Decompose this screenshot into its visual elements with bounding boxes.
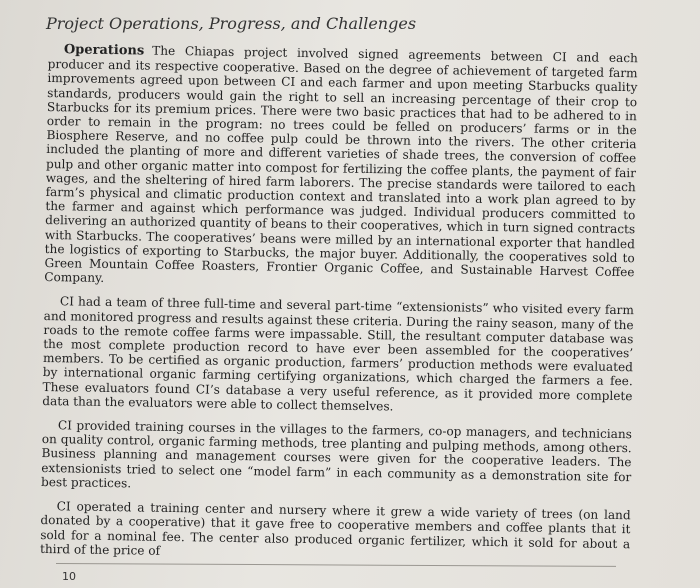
paragraph-training: CI provided training courses in the villages to the farmers, co-op managers, and technicians on quality control, organic farming methods, tree planting and pulping methods, among others. Business planning and management courses were given for the cooperative leaders. The extensionists tried to select one “model farm” in each community as a demonstration site for best practices.	[40, 418, 633, 491]
paragraph-nursery: CI operated a training center and nursery where it grew a wide variety of trees (on land donated by a cooperative) that it gave free to cooperative members and coffee plants that it sold for a nominal fee. The center also produced organic fertilizer, which it sold for about a third of the price of	[39, 499, 631, 558]
paragraph-text: The Chiapas project involved signed agreements between CI and each producer and its respective cooperative. Based on the degree of achievement of targeted farm improvements agreed upon between CI and each farmer and upon meeting Starbucks quality standards, producers would gain the right to sell an increasing percentage of their crop to Starbucks for its premium prices. There were two basic practices that had to be adhered to in order to remain in the program: no trees could be felled on producers’ farms or in the Biosphere Reserve, and no coffee pulp could be thrown into the rivers. The other criteria included the planting of more and different varieties of shade trees, the conversion of coffee pulp and other organic matter into compost for fertilizing the coffee plants, the payment of fair wages, and the sheltering of hired farm laborers. The precise standards were tailored to each farm’s physical and climatic production context and translated into a work plan agreed to by the farmer and against which performance was judged. Individual producers committed to delivering an authorized quantity of beans to their cooperatives, which in turn signed contracts with Starbucks. The cooperatives’ beans were milled by an international exporter that handled the logistics of exporting to Starbucks, the major buyer. Additionally, the cooperatives sold to Green Mountain Coffee Roasters, Frontier Organic Coffee, and Sustainable Harvest Coffee Company.	[44, 43, 638, 286]
paragraph-extensionists: CI had a team of three full-time and several part-time “extensionists” who visited every farm and monitored progress and results against these criteria. During the rainy season, many of the roads to the remote coffee farms were impassable. Still, the resultant computer database was the most complete production record to have ever been assembled for the cooperatives’ members. To be certified as organic production, farmers’ production methods were evaluated by international organic farming certifying organizations, which charged the farmers a fee. These evaluators found CI’s database a very useful reference, as it provided more complete data than the evaluators were able to collect themselves.	[42, 294, 634, 414]
paragraph-operations	[44, 42, 638, 294]
body-text	[40, 42, 638, 575]
section-heading: Project Operations, Progress, and Challenges	[46, 14, 417, 33]
run-in-heading: Operations	[63, 42, 145, 59]
page-number: 10	[62, 570, 76, 583]
